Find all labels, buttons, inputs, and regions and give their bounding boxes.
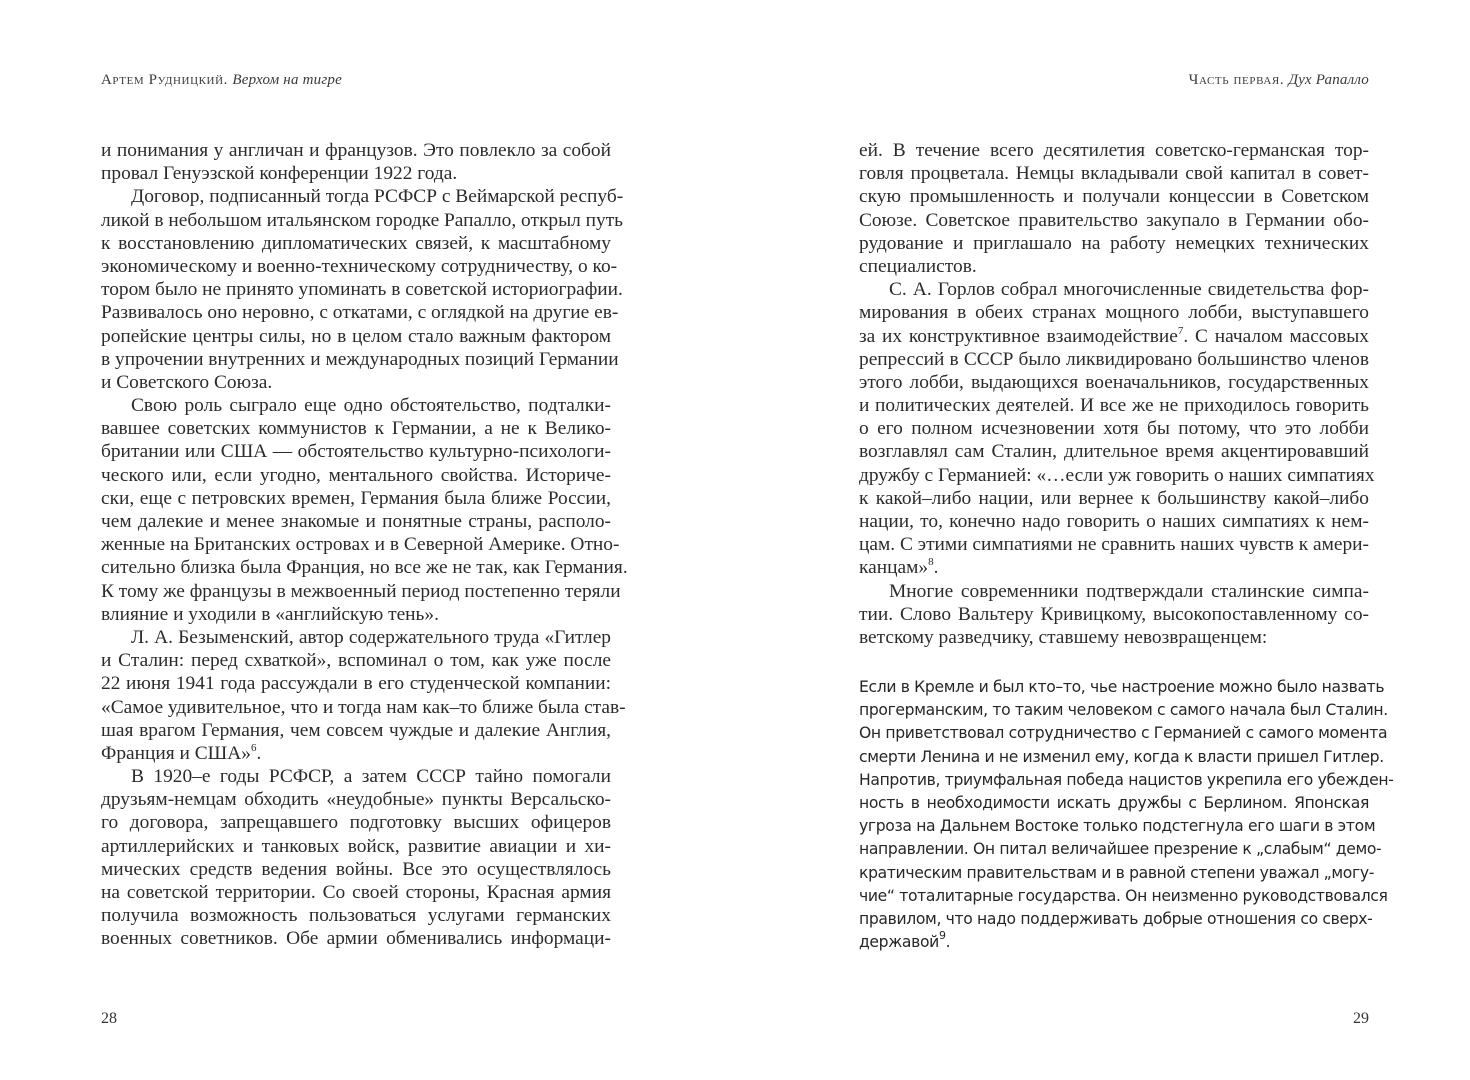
text-line-content: Л. А. Безыменский, автор содержательного труда «Гитлер — [131, 626, 611, 648]
text-line-content: направлении. Он питал величайшее презрение к „слабым“ демо- — [859, 840, 1382, 859]
text-line — [859, 746, 1384, 769]
text-line — [859, 440, 1369, 463]
text-line — [859, 464, 1375, 487]
text-line — [859, 862, 1374, 885]
text-line-content: артиллерийских и танковых войск, развитие авиации и хи- — [101, 835, 611, 857]
text-line-content: женные на Британских островах и в Северной Америке. Отно- — [101, 534, 620, 556]
text-line-content: го договора, запрещавшего подготовку высших офицеров — [101, 812, 611, 834]
text-line — [101, 719, 611, 742]
text-line-content: чие“ тоталитарные государства. Он неизменно руководствовался — [859, 886, 1388, 905]
text-line-content: ропейские центры силы, но в целом стало важным фактором — [101, 325, 611, 347]
text-line-content: за их конструктивное взаимодействие — [859, 325, 1178, 347]
running-head-left — [101, 72, 342, 89]
text-line — [859, 699, 1388, 722]
text-line-content: Свою роль сыграло еще одно обстоятельство, подталки- — [131, 395, 611, 417]
page-number-left: 28 — [101, 1010, 117, 1027]
text-line-content: шая врагом Германия, чем совсем чуждые и далекие Англия, — [101, 719, 611, 741]
text-line-content: и понимания у англичан и французов. Это повлекло за собой — [101, 140, 611, 161]
text-line — [101, 464, 611, 487]
text-line — [859, 209, 1369, 232]
text-line-content: тором было не принято упоминать в советской историографии. — [101, 279, 623, 301]
text-line — [101, 672, 611, 695]
text-line — [859, 162, 1369, 185]
text-line-content: ей. В течение всего десятилетия советско-германская тор- — [859, 140, 1369, 161]
text-line-content: 22 июня 1941 года рассуждали в его студенческой компании: — [101, 673, 611, 695]
text-line-content: получила возможность пользоваться услугами германских — [101, 905, 611, 927]
text-line — [101, 927, 611, 950]
text-line — [101, 139, 611, 162]
text-line-content: экономическому и военно-техническому сотрудничеству, о ко- — [101, 255, 618, 277]
text-line-content: британии или США — обстоятельство культурно-психологи- — [101, 441, 611, 463]
text-line — [859, 626, 1369, 649]
text-line-content: провал Генуэзской конференции 1922 года. — [101, 163, 458, 185]
text-line — [101, 232, 611, 255]
block-quote — [859, 676, 1394, 954]
text-line-content: дружбу с Германией: «…если уж говорить о наших симпатиях — [859, 464, 1375, 486]
text-line-content: возглавлял сам Сталин, длительное время акцентировавший — [859, 441, 1369, 463]
running-head-book-title: Верхом на тигре — [232, 72, 342, 88]
text-line — [859, 908, 1373, 931]
text-line-content: Франция и США» — [101, 742, 251, 764]
text-line-content: ческого или, если угодно, ментального свойства. Историче- — [101, 464, 611, 486]
text-line — [859, 510, 1369, 533]
footnote-marker[interactable]: 8 — [928, 556, 934, 569]
text-line-content: прогерманским, то таким человеком с самого начала был Сталин. — [859, 701, 1388, 720]
text-line-content: С. А. Горлов собрал многочисленные свидетельства фор- — [889, 279, 1369, 301]
text-line — [101, 742, 611, 765]
running-head-right — [1189, 72, 1369, 89]
text-line — [101, 301, 619, 324]
page-number-right: 29 — [1353, 1010, 1369, 1027]
text-line-continuation: . С началом массовых — [1183, 325, 1369, 347]
text-line — [859, 815, 1376, 838]
text-line — [859, 676, 1385, 699]
text-line — [101, 765, 611, 788]
running-head-part: Часть первая. — [1188, 72, 1285, 88]
text-line-content: говля процветала. Немцы вкладывали свой капитал в совет- — [859, 163, 1369, 185]
text-line — [101, 371, 611, 394]
text-line-content: правилом, что надо поддерживать добрые отношения со сверх- — [859, 909, 1373, 928]
text-line — [101, 811, 611, 834]
text-line-content: ветскому разведчику, ставшему невозвращенцем: — [859, 626, 1268, 648]
text-line-content: этого лобби, выдающихся военачальников, государственных — [859, 371, 1369, 393]
text-line — [859, 139, 1369, 162]
text-line — [101, 835, 611, 858]
text-line-content: тии. Слово Вальтеру Кривицкому, высокопоставленному со- — [859, 603, 1369, 625]
footnote-marker[interactable]: 9 — [938, 929, 946, 943]
text-line — [101, 348, 619, 371]
text-line-content: скую промышленность и получали концессии в Советском — [859, 186, 1369, 208]
footnote-marker[interactable]: 7 — [1177, 324, 1184, 337]
text-line-content: о его полном исчезновении хотя бы потому, что это лобби — [859, 418, 1369, 440]
text-line-content: влияние и уходили в «английскую тень». — [101, 603, 439, 625]
text-line-content: цам. С этими симпатиями не сравнить наших чувств к амери- — [859, 534, 1369, 556]
text-line-continuation: . — [256, 742, 262, 764]
text-line — [101, 487, 611, 510]
text-line — [101, 788, 611, 811]
text-line — [101, 603, 611, 626]
text-line — [859, 232, 1369, 255]
text-line — [859, 792, 1369, 815]
text-line-content: мических средств ведения войны. Все это осуществлялось — [101, 858, 611, 880]
text-line-content: на советской территории. Со своей стороны, Красная армия — [101, 882, 611, 903]
right-page — [735, 0, 1470, 1080]
text-line — [859, 838, 1382, 861]
text-line — [859, 769, 1394, 792]
text-line — [101, 533, 620, 556]
text-line — [101, 556, 628, 579]
text-line-content: Если в Кремле и был кто–то, чье настроение можно было назвать — [859, 678, 1385, 696]
text-line-content: смерти Ленина и не изменил ему, когда к власти пришел Гитлер. — [859, 747, 1384, 766]
text-line — [859, 301, 1369, 324]
text-line-content: канцам» — [859, 557, 929, 579]
text-line-content: «Самое удивительное, что и тогда нам как–то ближе была став- — [101, 696, 626, 718]
text-line — [101, 440, 611, 463]
text-line — [101, 417, 611, 440]
text-line — [859, 255, 1369, 278]
text-line — [859, 533, 1369, 556]
text-line — [101, 209, 624, 232]
text-line-content: сительно близка была Франция, но все же не так, как Германия. — [101, 557, 628, 579]
text-line-content: К тому же французы в межвоенный период постепенно теряли — [101, 580, 621, 602]
text-line-content: в упрочении внутренних и международных позиций Германии — [101, 348, 619, 370]
text-line-content: В 1920–е годы РСФСР, а затем СССР тайно помогали — [131, 766, 611, 788]
text-line — [859, 185, 1369, 208]
text-line-continuation: . — [933, 557, 939, 579]
text-line-continuation: . — [945, 933, 951, 952]
text-line — [101, 278, 623, 301]
text-line-content: ски, еще с петровских времен, Германия была ближе России, — [101, 487, 611, 509]
text-line-content: Союзе. Советское правительство закупало в Германии обо- — [859, 209, 1369, 231]
text-line — [101, 904, 611, 927]
text-line-content: Многие современники подтверждали сталинские симпа- — [889, 580, 1369, 602]
text-line-content: и политических деятелей. И все же не приходилось говорить — [859, 395, 1369, 417]
text-line-content: чем далекие и менее знакомые и понятные страны, располо- — [101, 511, 611, 532]
text-line-content: к восстановлению дипломатических связей, к масштабному — [101, 232, 611, 254]
text-line — [101, 626, 611, 649]
text-line — [859, 556, 1369, 579]
footnote-marker[interactable]: 6 — [250, 741, 257, 754]
text-line — [859, 885, 1388, 908]
text-line — [101, 325, 611, 348]
text-line-content: мирования в обеих странах мощного лобби, выступавшего — [859, 302, 1369, 324]
text-line-content: специалистов. — [859, 255, 977, 277]
text-line-content: к какой–либо нации, или вернее к большинству какой–либо — [859, 487, 1369, 509]
text-line — [859, 580, 1369, 603]
body-text-right — [859, 139, 1375, 649]
text-line-content: Развивалось оно неровно, с откатами, с оглядкой на другие ев- — [101, 302, 619, 324]
text-line-content: и Сталин: перед схваткой», вспоминал о том, как уже после — [101, 650, 611, 672]
text-line — [101, 394, 611, 417]
text-line — [859, 371, 1369, 394]
text-line-content: нации, то, конечно надо говорить о наших симпатиях к нем- — [859, 511, 1369, 532]
text-line-content: рудование и приглашало на работу немецких технических — [859, 232, 1369, 254]
running-head-chapter-title: Дух Рапалло — [1288, 72, 1369, 88]
text-line — [859, 931, 1369, 954]
body-text-left — [101, 139, 628, 951]
text-line — [859, 348, 1369, 371]
text-line — [101, 255, 618, 278]
text-line-content: вавшее советских коммунистов к Германии, а не к Велико- — [101, 418, 611, 440]
text-line — [859, 325, 1369, 348]
text-line — [101, 580, 621, 603]
text-line-content: Напротив, триумфальная победа нацистов укрепила его убежден- — [859, 770, 1394, 789]
text-line — [859, 487, 1369, 510]
text-line — [101, 881, 611, 904]
text-line — [859, 603, 1369, 626]
text-line-content: державой — [859, 933, 939, 952]
text-line — [101, 696, 626, 719]
text-line-content: военных советников. Обе армии обменивались информаци- — [101, 928, 611, 950]
text-line — [101, 858, 611, 881]
text-line-content: друзьям-немцам обходить «неудобные» пункты Версальско- — [101, 789, 611, 811]
text-line — [101, 649, 611, 672]
text-line — [859, 394, 1369, 417]
text-line — [101, 162, 611, 185]
running-head-author: Артем Рудницкий. — [101, 72, 228, 88]
text-line-content: и Советского Союза. — [101, 371, 273, 393]
text-line — [859, 278, 1369, 301]
text-line — [101, 510, 611, 533]
text-line-content: Он приветствовал сотрудничество с Германией с самого момента — [859, 724, 1388, 743]
text-line-content: ликой в небольшом итальянском городке Рапалло, открыл путь — [101, 209, 624, 231]
text-line-content: Договор, подписанный тогда РСФСР с Веймарской респуб- — [131, 186, 624, 208]
text-line-content: кратическим правительствам и в равной степени уважал „могу- — [859, 863, 1374, 882]
text-line-content: угроза на Дальнем Востоке только подстегнула его шаги в этом — [859, 817, 1376, 836]
text-line-content: репрессий в СССР было ликвидировано большинство членов — [859, 348, 1369, 370]
text-line — [101, 185, 624, 208]
text-line — [859, 417, 1369, 440]
text-line — [859, 722, 1388, 745]
text-line-content: ность в необходимости искать дружбы с Берлином. Японская — [859, 793, 1369, 812]
